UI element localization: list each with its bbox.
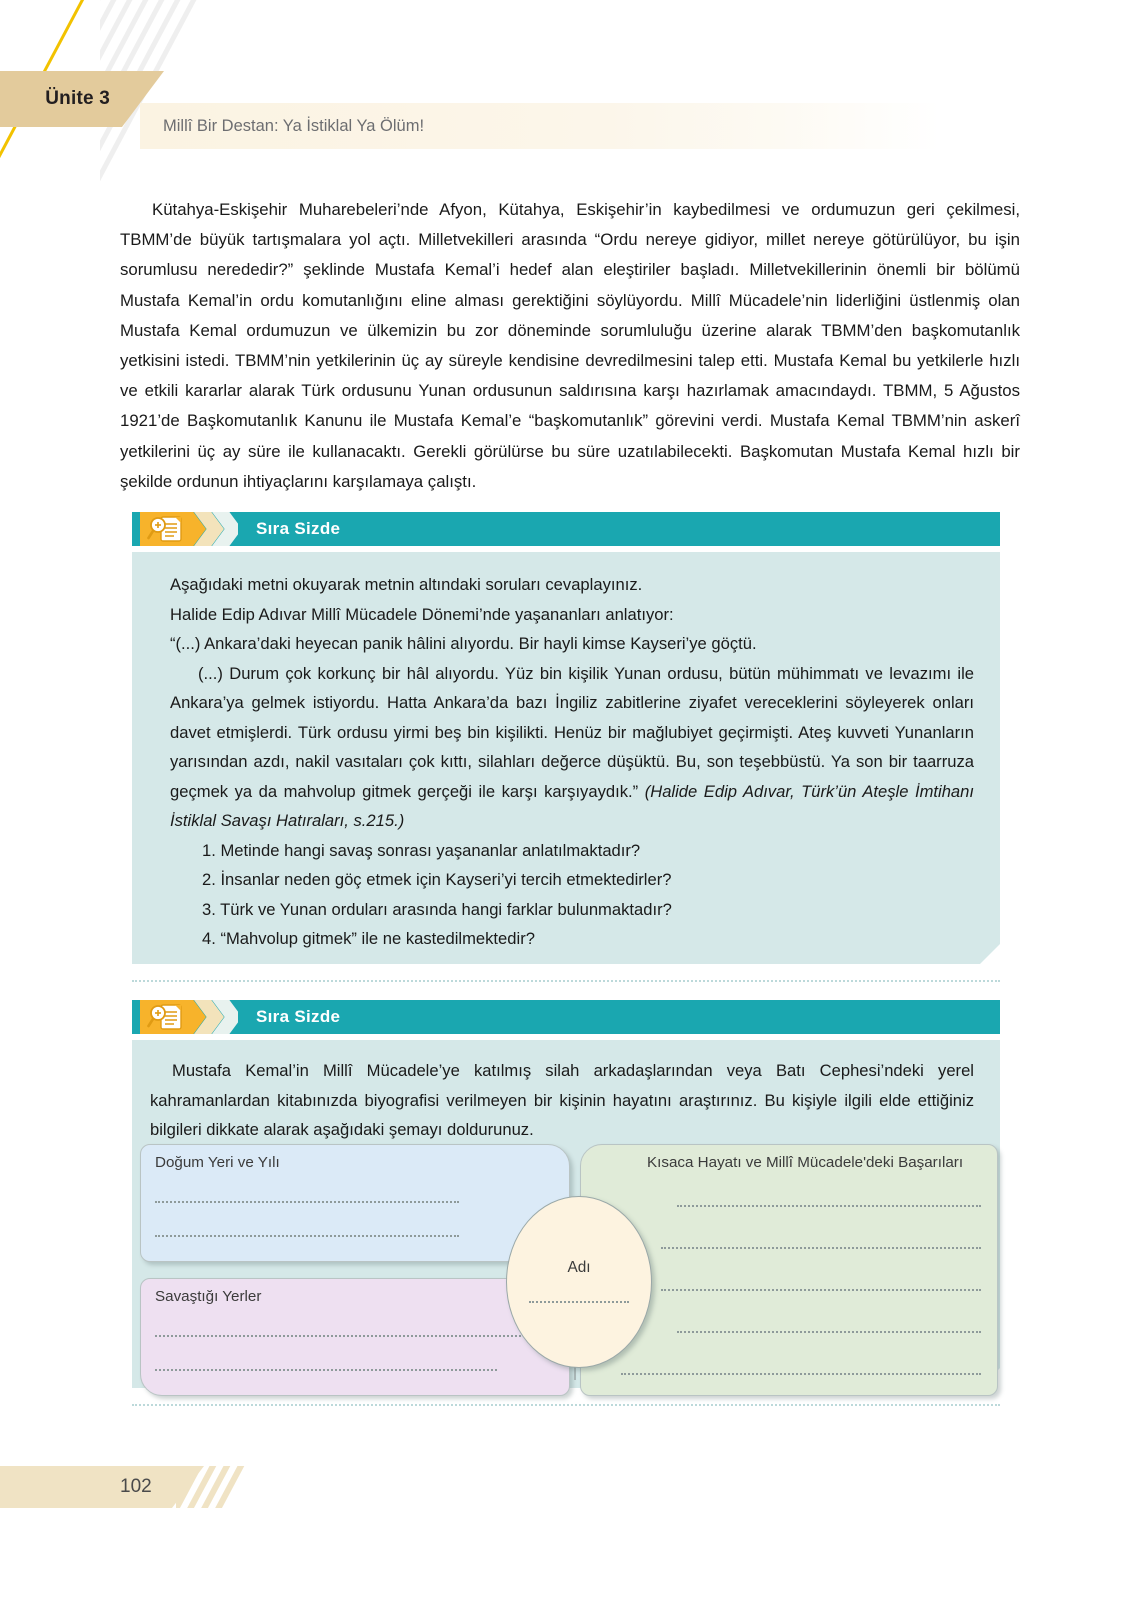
activity-one-question-2: 2. İnsanlar neden göç etmek için Kayseri’yi tercih etmektedirler? — [202, 870, 672, 889]
write-line[interactable] — [677, 1331, 981, 1333]
diagram-box-birthplace[interactable] — [140, 1144, 570, 1262]
banner-teal-stub-1 — [132, 512, 140, 546]
section-separator-2 — [132, 1404, 1000, 1406]
page-number: 102 — [120, 1476, 152, 1497]
activity-one-question-3: 3. Türk ve Yunan orduları arasında hangi farklar bulunmaktadır? — [202, 899, 672, 919]
write-line[interactable] — [621, 1373, 981, 1375]
activity-two-content — [132, 1040, 1000, 1145]
activity-one-banner — [132, 512, 1000, 546]
activity-one-quote-second — [170, 659, 974, 836]
activity-one-content — [132, 552, 1000, 968]
activity-one-label: Sıra Sizde — [256, 519, 341, 538]
biography-diagram — [140, 1144, 998, 1372]
write-line[interactable] — [155, 1235, 459, 1237]
write-line[interactable] — [661, 1289, 981, 1291]
main-paragraph: Kütahya-Eskişehir Muharebeleri’nde Afyon, Kütahya, Eskişehir’in kaybedilmesi ve ordumuzun geri çekilmesi, TBMM’de büyük tartışmalara yol açtı. Milletvekilleri arasında “Ordu nereye gidiyor, millet nereye götürülüyor, bu işin sorumlusu nerededir?” şeklinde Mustafa Kemal’i hedef alan eleştiriler başladı. Milletvekillerinin önemli bir bölümü Mustafa Kemal’in ordu komutanlığını eline alması gerektiğini söylüyordu. Millî Mücadele’nin liderliğini üstlenmiş olan Mustafa Kemal ordumuzun ve ülkemizin bu zor döneminde sorumluluğu üzerine alarak TBMM’den başkomutanlık yetkisini istedi. TBMM’nin yetkilerinin üç ay süreyle kendisine devredilmesini talep etti. Mustafa Kemal bu yetkilerle hızlı ve etkili kararlar alarak Türk ordusunu Yunan ordusunun saldırısına karşı hazırlamak amacındaydı. TBMM, 5 Ağustos 1921’de Başkomutanlık Kanunu ile Mustafa Kemal’e “başkomutanlık” görevini verdi. Mustafa Kemal TBMM’nin askerî yetkilerini üç ay süre ile kullanacaktı. Gerekli görülürse bu süre uzatılabilecekti. Başkomutan Mustafa Kemal hızlı bir şekilde ordunun ihtiyaçlarını karşılamaya çalıştı. — [120, 200, 1020, 491]
banner-chevrons-2 — [190, 1000, 238, 1034]
activity-one-citation: (Halide Edip Adıvar, Türk’ün Ateşle İmtihanı İstiklal Savaşı Hatıraları, s.215.) — [170, 781, 974, 830]
activity-two-label: Sıra Sizde — [256, 1007, 341, 1026]
write-line[interactable] — [529, 1301, 629, 1303]
activity-two-instruction: Mustafa Kemal’in Millî Mücadele’ye katılmış silah arkadaşlarından veya Batı Cephesi’ndeki yerel kahramanlardan kitabınızda biyografisi verilmeyen bir kişinin hayatını araştırınız. Bu kişiyle ilgili elde ettiğiniz bilgileri dikkate alarak aşağıdaki şemayı doldurunuz. — [150, 1061, 974, 1139]
banner-chevrons-1 — [190, 512, 238, 546]
activity-one-intro: Halide Edip Adıvar Millî Mücadele Dönemi’nde yaşananları anlatıyor: — [170, 604, 674, 624]
activity-one-instruction: Aşağıdaki metni okuyarak metnin altındaki soruları cevaplayınız. — [170, 575, 643, 594]
activity-one-quote-first: “(...) Ankara’daki heyecan panik hâlini alıyordu. Bir hayli kimse Kayseri’ye göçtü. — [170, 634, 757, 653]
main-body-text — [120, 195, 1020, 497]
activity-one-question-1: 1. Metinde hangi savaş sonrası yaşananlar anlatılmaktadır? — [202, 840, 641, 860]
magnifier-document-icon — [140, 1000, 190, 1034]
write-line[interactable] — [155, 1201, 459, 1203]
write-line[interactable] — [155, 1369, 497, 1371]
magnifier-document-icon — [140, 512, 190, 546]
chapter-title: Millî Bir Destan: Ya İstiklal Ya Ölüm! — [163, 116, 425, 135]
banner-bar-1 — [238, 512, 1000, 546]
diagram-box-battles-label: Savaştığı Yerler — [155, 1288, 262, 1305]
diagram-box-battles[interactable] — [140, 1278, 570, 1396]
diagram-box-birthplace-label: Doğum Yeri ve Yılı — [155, 1154, 280, 1171]
activity-one-panel — [132, 552, 1000, 964]
write-line[interactable] — [155, 1335, 529, 1337]
diagram-name-label: Adı — [567, 1259, 591, 1276]
unit-label: Ünite 3 — [45, 88, 110, 109]
activity-two-banner — [132, 1000, 1000, 1034]
diagram-box-life-label: Kısaca Hayatı ve Millî Mücadele'deki Başarıları — [647, 1154, 964, 1171]
banner-bar-2 — [238, 1000, 1000, 1034]
diagram-name-ellipse[interactable] — [506, 1196, 652, 1368]
section-separator-1 — [132, 980, 1000, 982]
write-line[interactable] — [661, 1247, 981, 1249]
banner-teal-stub-2 — [132, 1000, 140, 1034]
write-line[interactable] — [677, 1205, 981, 1207]
activity-one-question-4: 4. “Mahvolup gitmek” ile ne kastedilmektedir? — [202, 929, 535, 948]
quote-second-text: (...) Durum çok korkunç bir hâl alıyordu. Yüz bin kişilik Yunan ordusu, bütün mühimmatı ve levazımı ile Ankara’ya gelmek istiyordu. Hatta Ankara’da bazı İngiliz zabitlerine ziyafet vereceklerini söyleyerek onları davet etmişlerdi. Türk ordusu yirmi beş bin kişilikti. Henüz bir mağlubiyet geçirmişti. Ateş kuvveti Yunanların yarısından azdı, nakil vasıtaları çok kıttı, silahları değerce düşüktü. Bu, son teşebbüstü. Ya son bir taarruza geçmek ya da mahvolup gitmek gerçeği ile karşı karşıyaydık.” — [170, 663, 974, 801]
